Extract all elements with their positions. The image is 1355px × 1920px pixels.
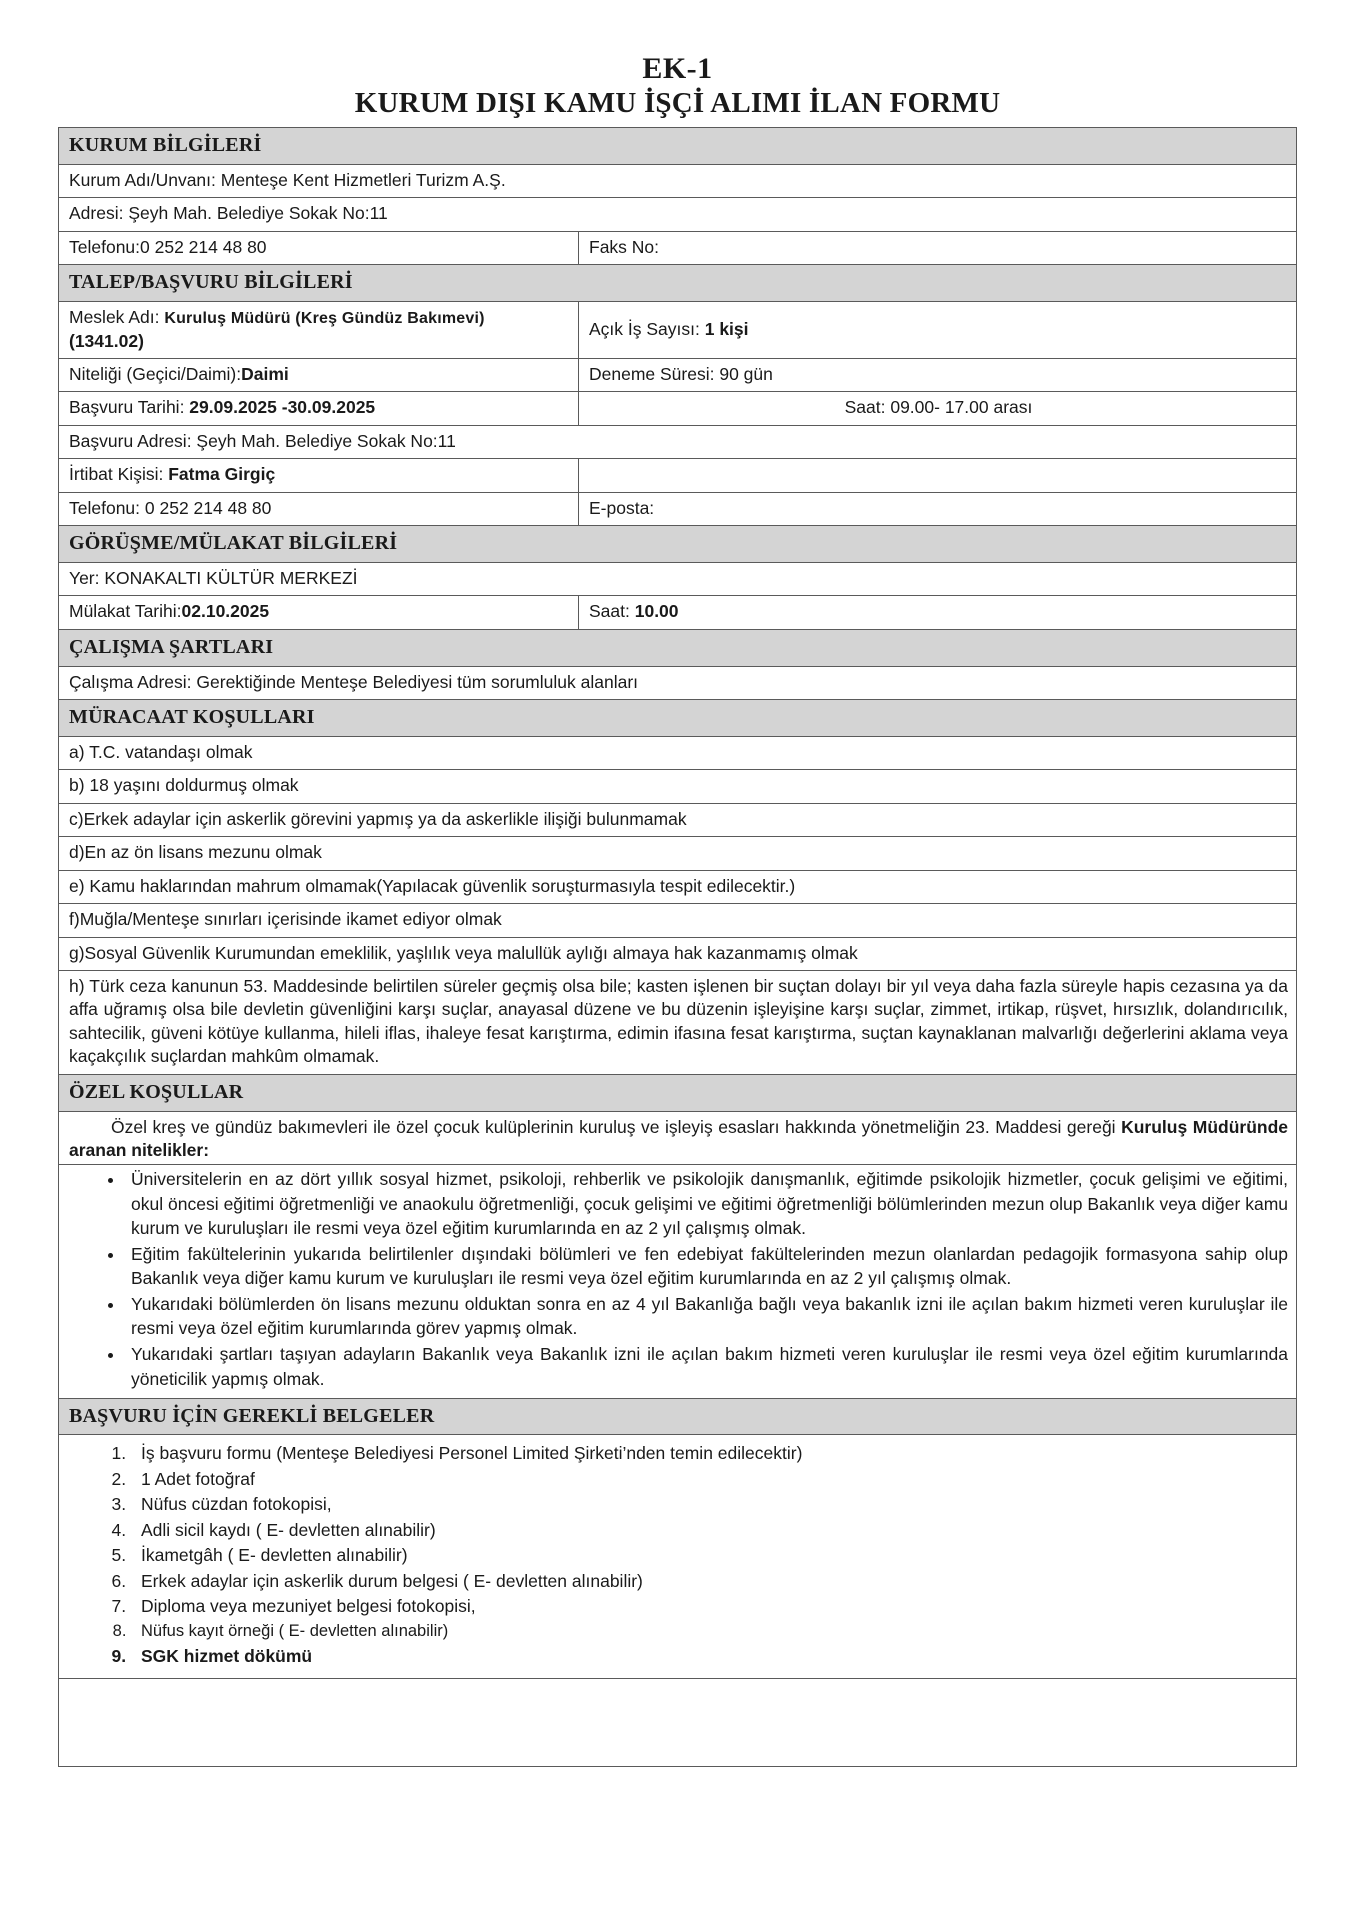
section-title-ozel: ÖZEL KOŞULLAR xyxy=(59,1074,1297,1111)
basvuru-adresi-cell xyxy=(59,425,1297,458)
mulakat-tarihi-cell xyxy=(59,596,579,629)
faks-cell xyxy=(579,231,1297,264)
list-item: • Eğitim fakültelerinin yukarıda belirtilenler dışındaki bölümleri ve fen edebiyat fakültelerinden mezun olanlardan pedagojik formasyona sahip olup Bakanlık veya diğer kamu kurum ve kuruluşları ile resmi veya özel eğitim kurumlarında en az 2 yıl çalışmış olmak. xyxy=(125,1242,1288,1290)
list-item: 7. Diploma veya mezuniyet belgesi fotokopisi, xyxy=(131,1594,1288,1619)
list-item: 5. İkametgâh ( E- devletten alınabilir) xyxy=(131,1543,1288,1568)
ozel-kosullar-list xyxy=(69,1167,1288,1390)
gerekli-belgeler-list xyxy=(69,1441,1288,1668)
mulakat-saat-cell xyxy=(579,596,1297,629)
section-header-belgeler xyxy=(59,1398,1297,1435)
ozel-intro-text-1: Özel kreş ve gündüz bakımevleri ile özel çocuk kulüplerinin kuruluş ve işleyiş esasları hakkında yönetmeliğin 23. Maddesi gereği xyxy=(111,1116,1122,1137)
form-code: EK-1 xyxy=(642,52,713,85)
meslek-cell xyxy=(59,302,579,359)
row-basvuru-tarihi xyxy=(59,392,1297,425)
calisma-adresi-cell xyxy=(59,666,1297,699)
list-item: 3. Nüfus cüzdan fotokopisi, xyxy=(131,1492,1288,1517)
mulakat-tarihi-value: 02.10.2025 xyxy=(181,601,270,622)
page-title: KURUM DIŞI KAMU İŞÇİ ALIMI İLAN FORMU xyxy=(354,87,1001,119)
kosul-h: h) Türk ceza kanunun 53. Maddesinde belirtilen süreler geçmiş olsa bile; kasten işlenen bir suçtan dolayı bir yıl veya daha fazla süreyle hapis cezasına ya da affa uğramış olsa bile devletin güvenliğini karşı suçlar, anayasal düzene ve bu düzenin işleyişine karşı suçlar, zimmet, irtikap, rüşvet, hırsızlık, dolandırıcılık, sahtecilik, güveni kötüye kullanma, hileli iflas, ihaleye fesat karıştırma, edimin ifasına fesat karıştırma, suçtan kaynaklanan malvarlığı değerlerini aklama veya kaçakçılık suçlardan mahkûm olmamak. xyxy=(59,970,1297,1074)
section-header-kurum xyxy=(59,128,1297,165)
basvuru-tarihi-value: 29.09.2025 -30.09.2025 xyxy=(189,397,376,418)
eposta-cell xyxy=(579,492,1297,525)
meslek-kod: (1341.02) xyxy=(69,330,144,351)
section-title-calisma: ÇALIŞMA ŞARTLARI xyxy=(59,629,1297,666)
section-header-talep xyxy=(59,265,1297,302)
bottom-empty-cell xyxy=(59,1678,1297,1766)
irtibat-telefon-cell xyxy=(59,492,579,525)
kosul-e: e) Kamu haklarından mahrum olmamak(Yapılacak güvenlik soruşturmasıyla tespit edilecektir.) xyxy=(59,870,1297,903)
meslek-value: Kuruluş Müdürü (Kreş Gündüz Bakımevi) xyxy=(164,310,485,328)
list-item: 8. Nüfus kayıt örneği ( E- devletten alınabilir) xyxy=(131,1620,1288,1643)
row-irtibat-telefon xyxy=(59,492,1297,525)
irtibat-label: İrtibat Kişisi: xyxy=(69,464,169,485)
kurum-adi-label: Kurum Adı/Unvanı: xyxy=(69,170,221,191)
basvuru-saat-value: 09.00- 17.00 arası xyxy=(890,397,1033,418)
list-item: 6. Erkek adaylar için askerlik durum belgesi ( E- devletten alınabilir) xyxy=(131,1569,1288,1594)
deneme-cell xyxy=(579,359,1297,392)
row-irtibat xyxy=(59,459,1297,492)
kosul-f: f)Muğla/Menteşe sınırları içerisinde ikamet ediyor olmak xyxy=(59,904,1297,937)
section-title-talep: TALEP/BAŞVURU BİLGİLERİ xyxy=(59,265,1297,302)
deneme-label: Deneme Süresi: xyxy=(589,364,720,385)
row-ozel-list xyxy=(59,1165,1297,1398)
irtibat-empty-cell xyxy=(579,459,1297,492)
mulakat-saat-value: 10.00 xyxy=(634,601,679,622)
row-yer xyxy=(59,563,1297,596)
basvuru-saat-cell xyxy=(579,392,1297,425)
section-header-gorusme xyxy=(59,526,1297,563)
document-header xyxy=(58,52,1297,121)
mulakat-saat-label: Saat: xyxy=(589,601,635,622)
row-kosul-e xyxy=(59,870,1297,903)
telefon-value: 0 252 214 48 80 xyxy=(140,236,267,257)
row-kosul-a xyxy=(59,736,1297,769)
row-kosul-h xyxy=(59,970,1297,1074)
calisma-adresi-value: Gerektiğinde Menteşe Belediyesi tüm sorumluluk alanları xyxy=(196,671,639,692)
yer-value: KONAKALTI KÜLTÜR MERKEZİ xyxy=(104,568,358,589)
section-title-gorusme: GÖRÜŞME/MÜLAKAT BİLGİLERİ xyxy=(59,526,1297,563)
irtibat-telefon-value: 0 252 214 48 80 xyxy=(144,497,272,518)
row-basvuru-adresi xyxy=(59,425,1297,458)
row-meslek xyxy=(59,302,1297,359)
ozel-list-cell xyxy=(59,1165,1297,1398)
nitelik-value: Daimi xyxy=(241,364,289,385)
ozel-intro-cell xyxy=(59,1111,1297,1165)
row-adres xyxy=(59,198,1297,231)
row-telefon-faks xyxy=(59,231,1297,264)
section-header-calisma xyxy=(59,629,1297,666)
faks-label: Faks No: xyxy=(589,236,660,257)
section-title-kurum: KURUM BİLGİLERİ xyxy=(59,128,1297,165)
list-item: 9. SGK hizmet dökümü xyxy=(131,1644,1288,1669)
kurum-adi-cell xyxy=(59,165,1297,198)
eposta-label: E-posta: xyxy=(589,497,655,518)
kurum-adi-value: Menteşe Kent Hizmetleri Turizm A.Ş. xyxy=(220,170,506,191)
row-kosul-c xyxy=(59,803,1297,836)
list-item: • Yukarıdaki şartları taşıyan adayların Bakanlık veya Bakanlık izni ile açılan bakım hizmeti veren kuruluşlar ile resmi veya özel eğitim kurumlarında yöneticilik yapmış olmak. xyxy=(125,1342,1288,1390)
list-item: 2. 1 Adet fotoğraf xyxy=(131,1467,1288,1492)
adres-label: Adresi: xyxy=(69,203,129,224)
section-title-belgeler: BAŞVURU İÇİN GEREKLİ BELGELER xyxy=(59,1398,1297,1435)
basvuru-adresi-value: Şeyh Mah. Belediye Sokak No:11 xyxy=(196,430,456,451)
acik-is-label: Açık İş Sayısı: xyxy=(589,318,705,339)
row-kosul-b xyxy=(59,770,1297,803)
nitelik-cell xyxy=(59,359,579,392)
yer-cell xyxy=(59,563,1297,596)
row-mulakat xyxy=(59,596,1297,629)
row-belgeler-list xyxy=(59,1435,1297,1678)
irtibat-value: Fatma Girgiç xyxy=(168,464,276,485)
row-calisma-adresi xyxy=(59,666,1297,699)
section-title-muracaat: MÜRACAAT KOŞULLARI xyxy=(59,700,1297,737)
row-kosul-d xyxy=(59,837,1297,870)
row-bottom-space xyxy=(59,1678,1297,1766)
row-nitelik-deneme xyxy=(59,359,1297,392)
nitelik-label: Niteliği (Geçici/Daimi): xyxy=(69,364,242,385)
row-kurum-adi xyxy=(59,165,1297,198)
kosul-g: g)Sosyal Güvenlik Kurumundan emeklilik, yaşlılık veya malullük aylığı almaya hak kazanmamış olmak xyxy=(59,937,1297,970)
list-item: • Yukarıdaki bölümlerden ön lisans mezunu olduktan sonra en az 4 yıl Bakanlığa bağlı veya bakanlık izni ile açılan bakım hizmeti veren kuruluşlar ile resmi veya özel eğitim kurumlarında görev yapmış olmak. xyxy=(125,1292,1288,1340)
mulakat-tarihi-label: Mülakat Tarihi: xyxy=(69,601,182,622)
adres-value: Şeyh Mah. Belediye Sokak No:11 xyxy=(128,203,388,224)
list-item: • Üniversitelerin en az dört yıllık sosyal hizmet, psikoloji, rehberlik ve psikolojik danışmanlık, eğitimde psikolojik hizmetler, çocuk gelişimi ve eğitimi, okul öncesi eğitimi öğretmenliği ve anaokulu öğretmenliği, çocuk gelişimi ve eğitimi öğretmenliği bölümlerinden mezun olup Bakanlık veya diğer kamu kurum ve kuruluşları ile resmi veya özel eğitim kurumlarında en az 2 yıl çalışmış olmak. xyxy=(125,1167,1288,1239)
row-ozel-intro xyxy=(59,1111,1297,1165)
belgeler-list-cell xyxy=(59,1435,1297,1678)
section-header-muracaat xyxy=(59,700,1297,737)
list-item: 1. İş başvuru formu (Menteşe Belediyesi Personel Limited Şirketi’nden temin edilecektir) xyxy=(131,1441,1288,1466)
yer-label: Yer: xyxy=(69,568,105,589)
irtibat-cell xyxy=(59,459,579,492)
irtibat-telefon-label: Telefonu: xyxy=(69,497,145,518)
deneme-value: 90 gün xyxy=(719,364,773,385)
acik-is-cell xyxy=(579,302,1297,359)
list-item: 4. Adli sicil kaydı ( E- devletten alınabilir) xyxy=(131,1518,1288,1543)
adres-cell xyxy=(59,198,1297,231)
section-header-ozel xyxy=(59,1074,1297,1111)
row-kosul-g xyxy=(59,937,1297,970)
calisma-adresi-label: Çalışma Adresi: xyxy=(69,671,197,692)
basvuru-tarihi-label: Başvuru Tarihi: xyxy=(69,397,190,418)
kosul-b: b) 18 yaşını doldurmuş olmak xyxy=(59,770,1297,803)
meslek-label: Meslek Adı: xyxy=(69,307,165,328)
ozel-intro-text-2: Kuruluş Müdüründe aranan nitelikler: xyxy=(69,1116,1289,1160)
telefon-cell xyxy=(59,231,579,264)
row-kosul-f xyxy=(59,904,1297,937)
acik-is-value: 1 kişi xyxy=(704,318,749,339)
basvuru-saat-label: Saat: xyxy=(844,397,891,418)
kosul-a: a) T.C. vatandaşı olmak xyxy=(59,736,1297,769)
kosul-d: d)En az ön lisans mezunu olmak xyxy=(59,837,1297,870)
kosul-c: c)Erkek adaylar için askerlik görevini yapmış ya da askerlikle ilişiği bulunmamak xyxy=(59,803,1297,836)
basvuru-adresi-label: Başvuru Adresi: xyxy=(69,430,197,451)
telefon-label: Telefonu: xyxy=(69,236,141,257)
announcement-form-table xyxy=(58,127,1297,1766)
basvuru-tarihi-cell xyxy=(59,392,579,425)
